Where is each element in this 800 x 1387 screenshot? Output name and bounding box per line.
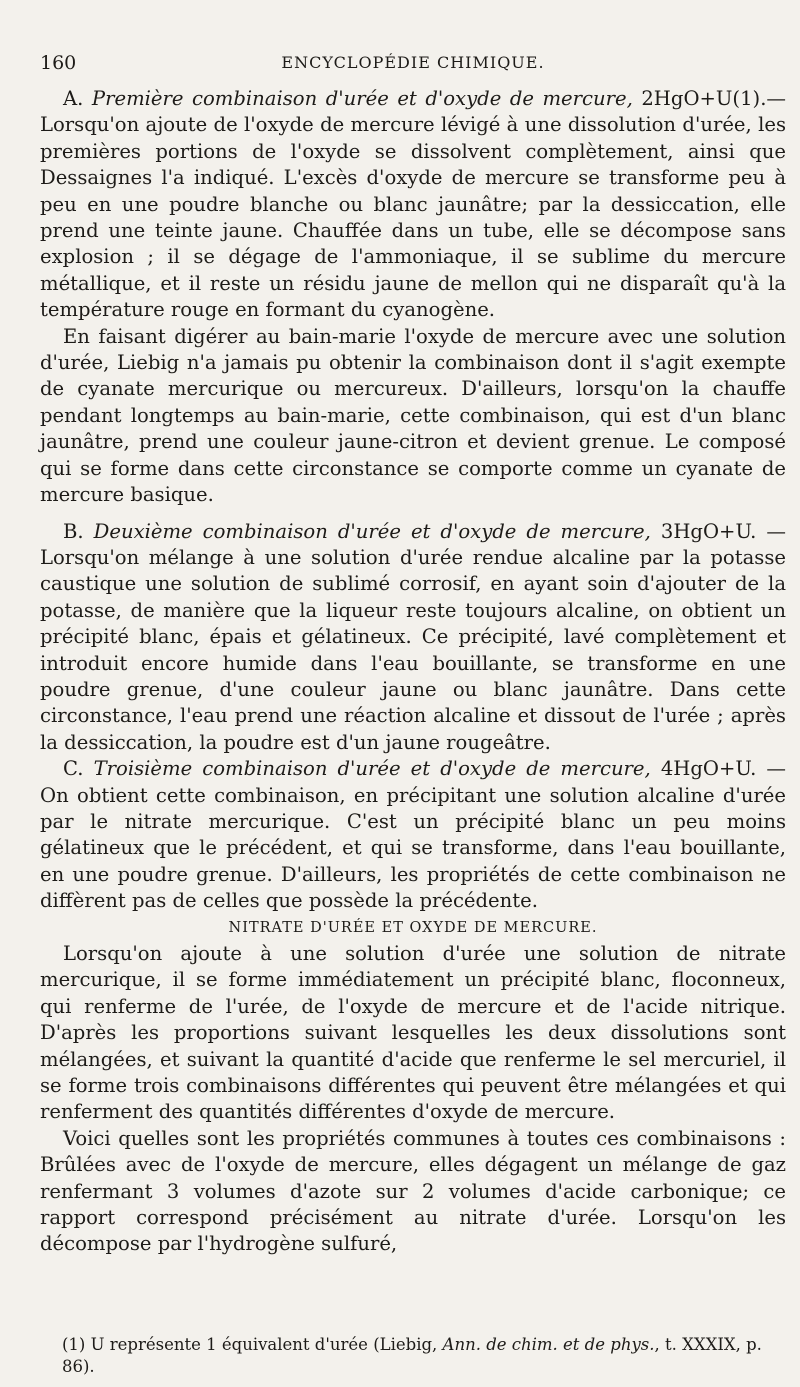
section-c-text: On obtient cette combinaison, en précipitant une solution alcaline d'urée par le nitrate mercurique. C'est un précipité blanc un peu moins gélatineux que le précédent, et qui se transforme, dans l'eau bouillante, en une poudre grenue. D'ailleurs, les propriétés de cette combinaison ne diffèrent pas de celles que possède la précédente. bbox=[40, 783, 786, 913]
section-a-label: A. bbox=[63, 87, 84, 110]
section-c-title: Troisième combinaison d'urée et d'oxyde de mercure, bbox=[93, 757, 651, 781]
nitrate-paragraph-1: Lorsqu'on ajoute à une solution d'urée une solution de nitrate mercurique, il se forme immédiatement un précipité blanc, floconneux, qui renferme de l'urée, de l'oxyde de mercure et de l'acide nitrique. D'après les proportions suivant lesquelles les deux dissolutions sont mélangées, et suivant la quantité d'acide que renferme le sel mercuriel, il se forme trois combinaisons différentes qui peuvent être mélangées et qui renferment des quantités différentes d'oxyde de mercure. bbox=[40, 942, 786, 1124]
footnote-source: Ann. de chim. et de phys. bbox=[442, 1335, 655, 1354]
page-header bbox=[40, 52, 786, 78]
section-subheading: NITRATE D'URÉE ET OXYDE DE MERCURE. bbox=[228, 919, 598, 936]
section-a-formula: 2HgO+U(1).— bbox=[641, 87, 787, 110]
section-c-label: C. bbox=[63, 757, 84, 781]
body-text bbox=[40, 86, 786, 1258]
section-c bbox=[40, 756, 786, 914]
running-title: ENCYCLOPÉDIE CHIMIQUE. bbox=[281, 53, 545, 72]
section-b-text: Lorsqu'on mélange à une solution d'urée rendue alcaline par la potasse caustique une solution de sublimé corrosif, en ayant soin d'ajouter de la potasse, de manière que la liqueur reste toujours alcaline, on obtient un précipité blanc, épais et gélatineux. Ce précipité, lavé complètement et introduit encore humide dans l'eau bouillante, se transforme en une poudre grenue, d'une couleur jaune ou blanc jaunâtre. Dans cette circonstance, l'eau prend une réaction alcaline et dissout de l'urée ; après la dessiccation, la poudre est d'un jaune rougeâtre. bbox=[40, 545, 786, 754]
footnote-text: (1) U représente 1 équivalent d'urée (Liebig, bbox=[62, 1335, 438, 1354]
section-b bbox=[40, 519, 786, 757]
section-b-formula: 3HgO+U. — bbox=[660, 519, 786, 543]
nitrate-paragraph-2: Voici quelles sont les propriétés communes à toutes ces combinaisons : Brûlées avec de l'oxyde de mercure, elles dégagent un mélange de gaz renfermant 3 volumes d'azote sur 2 volumes d'acide carbonique; ce rapport correspond précisément au nitrate d'urée. Lorsqu'on les décompose par l'hydrogène sulfuré, bbox=[40, 1126, 786, 1256]
section-c-formula: 4HgO+U. — bbox=[660, 757, 786, 781]
page-number: 160 bbox=[40, 52, 77, 74]
section-a-heading bbox=[40, 86, 786, 324]
section-a-title: Première combinaison d'urée et d'oxyde de mercure, bbox=[91, 87, 633, 110]
footnote bbox=[62, 1334, 786, 1378]
section-b-label: B. bbox=[63, 519, 84, 543]
section-a-paragraph-2: En faisant digérer au bain-marie l'oxyde de mercure avec une solution d'urée, Liebig n'a jamais pu obtenir la combinaison dont il s'agit exempte de cyanate mercurique ou mercureux. D'ailleurs, lorsqu'on la chauffe pendant longtemps au bain-marie, cette combinaison, qui est d'un blanc jaunâtre, prend une couleur jaune-citron et devient grenue. Le composé qui se forme dans cette circonstance se comporte comme un cyanate de mercure basique. bbox=[40, 324, 786, 507]
section-a-paragraph-1: Lorsqu'on ajoute de l'oxyde de mercure lévigé à une dissolution d'urée, les premières portions de l'oxyde se dissolvent complètement, ainsi que Dessaignes l'a indiqué. L'excès d'oxyde de mercure se transforme peu à peu en une poudre blanche ou blanc jaunâtre; par la dessiccation, elle prend une teinte jaune. Chauffée dans un tube, elle se décompose sans explosion ; il se dégage de l'ammoniaque, il se sublime du mercure métallique, et il reste un résidu jaune de mellon qui ne disparaît qu'à la température rouge en formant du cyanogène. bbox=[40, 113, 786, 322]
section-b-title: Deuxième combinaison d'urée et d'oxyde de mercure, bbox=[93, 519, 651, 543]
footnote-reference: , t. XXXIX, p. 86). bbox=[62, 1335, 762, 1376]
